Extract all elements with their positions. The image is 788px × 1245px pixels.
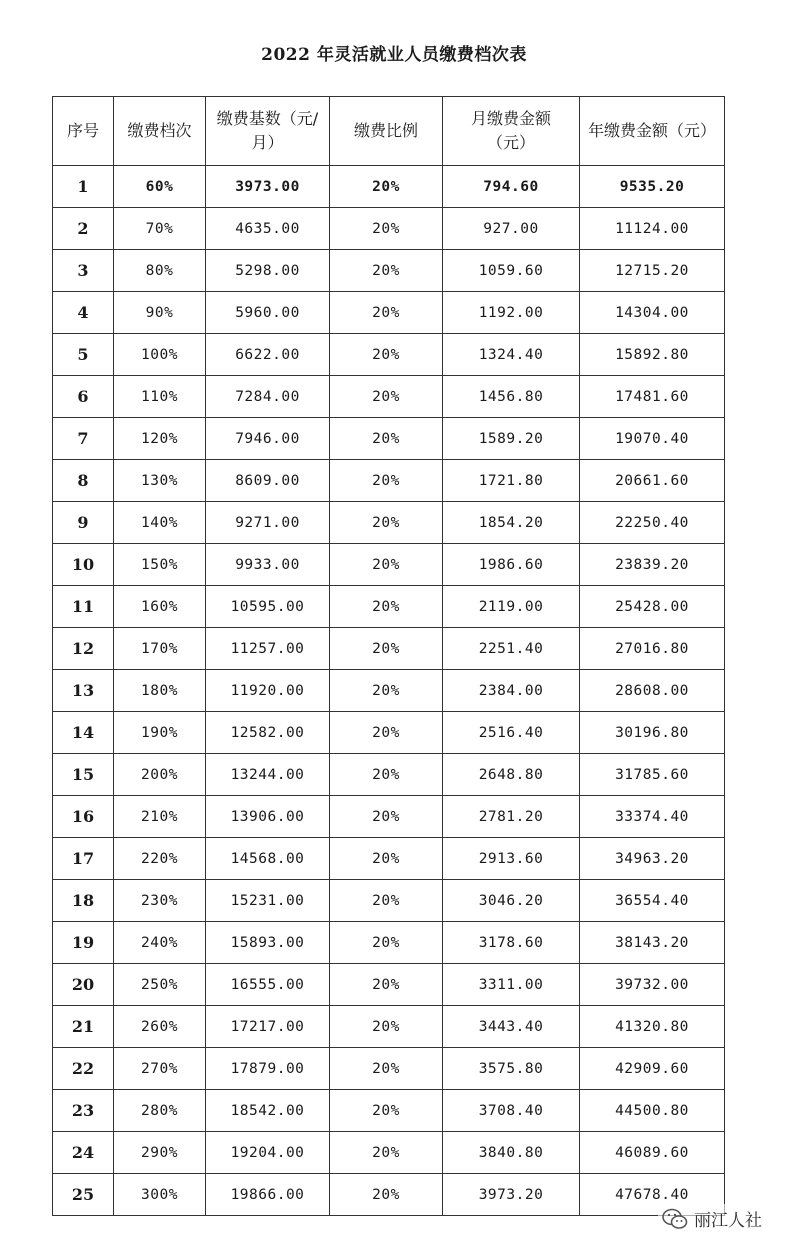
row-base-cell: 18542.00 <box>206 1090 330 1132</box>
row-yearly-cell: 22250.40 <box>580 502 725 544</box>
row-level-cell: 260% <box>114 1006 206 1048</box>
row-index-cell: 14 <box>53 712 114 754</box>
row-index-cell: 25 <box>53 1174 114 1216</box>
table-row <box>53 334 725 376</box>
row-ratio-cell: 20% <box>330 1174 443 1216</box>
header-monthly: 月缴费金额（元） <box>443 97 580 166</box>
page-title: 2022 年灵活就业人员缴费档次表 <box>261 45 527 65</box>
wechat-icon <box>662 1208 688 1230</box>
row-level-cell: 150% <box>114 544 206 586</box>
table-header <box>53 97 725 166</box>
row-monthly-cell: 1059.60 <box>443 250 580 292</box>
row-yearly-cell: 20661.60 <box>580 460 725 502</box>
row-yearly-cell: 44500.80 <box>580 1090 725 1132</box>
row-level-cell: 270% <box>114 1048 206 1090</box>
watermark <box>658 1204 766 1233</box>
row-monthly-cell: 3178.60 <box>443 922 580 964</box>
row-ratio-cell: 20% <box>330 754 443 796</box>
row-level-cell: 120% <box>114 418 206 460</box>
row-index-cell: 18 <box>53 880 114 922</box>
row-yearly-cell: 42909.60 <box>580 1048 725 1090</box>
row-yearly-cell: 28608.00 <box>580 670 725 712</box>
fee-table <box>52 96 725 1216</box>
row-index-cell: 8 <box>53 460 114 502</box>
row-monthly-cell: 3708.40 <box>443 1090 580 1132</box>
row-index-cell: 12 <box>53 628 114 670</box>
row-monthly-cell: 3443.40 <box>443 1006 580 1048</box>
table-body <box>53 166 725 1216</box>
header-row <box>53 97 725 166</box>
row-monthly-cell: 3840.80 <box>443 1132 580 1174</box>
row-monthly-cell: 794.60 <box>443 166 580 208</box>
row-ratio-cell: 20% <box>330 712 443 754</box>
row-ratio-cell: 20% <box>330 250 443 292</box>
row-index-cell: 23 <box>53 1090 114 1132</box>
header-yearly: 年缴费金额（元） <box>580 97 725 166</box>
table-row <box>53 418 725 460</box>
row-ratio-cell: 20% <box>330 1090 443 1132</box>
table-row <box>53 502 725 544</box>
row-monthly-cell: 3311.00 <box>443 964 580 1006</box>
row-ratio-cell: 20% <box>330 1132 443 1174</box>
row-level-cell: 220% <box>114 838 206 880</box>
row-monthly-cell: 1986.60 <box>443 544 580 586</box>
row-yearly-cell: 12715.20 <box>580 250 725 292</box>
row-ratio-cell: 20% <box>330 1048 443 1090</box>
row-level-cell: 290% <box>114 1132 206 1174</box>
row-index-cell: 9 <box>53 502 114 544</box>
table-row <box>53 250 725 292</box>
row-level-cell: 250% <box>114 964 206 1006</box>
row-yearly-cell: 46089.60 <box>580 1132 725 1174</box>
row-monthly-cell: 2251.40 <box>443 628 580 670</box>
row-ratio-cell: 20% <box>330 586 443 628</box>
row-monthly-cell: 927.00 <box>443 208 580 250</box>
row-level-cell: 200% <box>114 754 206 796</box>
row-base-cell: 7946.00 <box>206 418 330 460</box>
row-ratio-cell: 20% <box>330 880 443 922</box>
row-index-cell: 17 <box>53 838 114 880</box>
row-monthly-cell: 1854.20 <box>443 502 580 544</box>
row-base-cell: 19204.00 <box>206 1132 330 1174</box>
row-level-cell: 140% <box>114 502 206 544</box>
table-row <box>53 670 725 712</box>
table-row <box>53 880 725 922</box>
row-level-cell: 180% <box>114 670 206 712</box>
row-ratio-cell: 20% <box>330 418 443 460</box>
row-ratio-cell: 20% <box>330 544 443 586</box>
row-base-cell: 15893.00 <box>206 922 330 964</box>
row-base-cell: 16555.00 <box>206 964 330 1006</box>
row-monthly-cell: 1324.40 <box>443 334 580 376</box>
row-ratio-cell: 20% <box>330 964 443 1006</box>
row-yearly-cell: 25428.00 <box>580 586 725 628</box>
row-base-cell: 19866.00 <box>206 1174 330 1216</box>
row-yearly-cell: 23839.20 <box>580 544 725 586</box>
row-yearly-cell: 17481.60 <box>580 376 725 418</box>
row-base-cell: 5298.00 <box>206 250 330 292</box>
table-row <box>53 628 725 670</box>
table-row <box>53 754 725 796</box>
row-base-cell: 17217.00 <box>206 1006 330 1048</box>
row-level-cell: 280% <box>114 1090 206 1132</box>
row-level-cell: 160% <box>114 586 206 628</box>
row-level-cell: 60% <box>114 166 206 208</box>
row-monthly-cell: 2384.00 <box>443 670 580 712</box>
row-ratio-cell: 20% <box>330 796 443 838</box>
row-index-cell: 13 <box>53 670 114 712</box>
table-row <box>53 712 725 754</box>
row-level-cell: 110% <box>114 376 206 418</box>
row-level-cell: 230% <box>114 880 206 922</box>
row-index-cell: 16 <box>53 796 114 838</box>
row-monthly-cell: 3046.20 <box>443 880 580 922</box>
row-index-cell: 10 <box>53 544 114 586</box>
row-monthly-cell: 2781.20 <box>443 796 580 838</box>
row-monthly-cell: 2516.40 <box>443 712 580 754</box>
row-level-cell: 210% <box>114 796 206 838</box>
row-yearly-cell: 33374.40 <box>580 796 725 838</box>
row-level-cell: 190% <box>114 712 206 754</box>
table-row <box>53 460 725 502</box>
row-index-cell: 5 <box>53 334 114 376</box>
row-level-cell: 240% <box>114 922 206 964</box>
table-row <box>53 1090 725 1132</box>
row-base-cell: 17879.00 <box>206 1048 330 1090</box>
row-ratio-cell: 20% <box>330 502 443 544</box>
row-base-cell: 13244.00 <box>206 754 330 796</box>
row-yearly-cell: 39732.00 <box>580 964 725 1006</box>
row-monthly-cell: 1456.80 <box>443 376 580 418</box>
table-row <box>53 838 725 880</box>
row-ratio-cell: 20% <box>330 1006 443 1048</box>
row-index-cell: 19 <box>53 922 114 964</box>
row-ratio-cell: 20% <box>330 628 443 670</box>
table-row <box>53 208 725 250</box>
row-yearly-cell: 31785.60 <box>580 754 725 796</box>
header-ratio: 缴费比例 <box>330 97 443 166</box>
row-monthly-cell: 3973.20 <box>443 1174 580 1216</box>
row-yearly-cell: 19070.40 <box>580 418 725 460</box>
row-ratio-cell: 20% <box>330 838 443 880</box>
row-index-cell: 7 <box>53 418 114 460</box>
row-monthly-cell: 2648.80 <box>443 754 580 796</box>
row-yearly-cell: 41320.80 <box>580 1006 725 1048</box>
row-index-cell: 21 <box>53 1006 114 1048</box>
row-index-cell: 15 <box>53 754 114 796</box>
row-level-cell: 70% <box>114 208 206 250</box>
row-monthly-cell: 2119.00 <box>443 586 580 628</box>
table-row <box>53 922 725 964</box>
row-yearly-cell: 27016.80 <box>580 628 725 670</box>
row-base-cell: 7284.00 <box>206 376 330 418</box>
row-base-cell: 8609.00 <box>206 460 330 502</box>
row-yearly-cell: 36554.40 <box>580 880 725 922</box>
row-ratio-cell: 20% <box>330 334 443 376</box>
table-row <box>53 166 725 208</box>
row-base-cell: 14568.00 <box>206 838 330 880</box>
row-base-cell: 9271.00 <box>206 502 330 544</box>
row-index-cell: 1 <box>53 166 114 208</box>
row-yearly-cell: 9535.20 <box>580 166 725 208</box>
row-yearly-cell: 38143.20 <box>580 922 725 964</box>
row-base-cell: 6622.00 <box>206 334 330 376</box>
row-index-cell: 22 <box>53 1048 114 1090</box>
table-row <box>53 376 725 418</box>
row-level-cell: 130% <box>114 460 206 502</box>
header-base: 缴费基数（元/月） <box>206 97 330 166</box>
row-index-cell: 4 <box>53 292 114 334</box>
row-ratio-cell: 20% <box>330 460 443 502</box>
row-yearly-cell: 30196.80 <box>580 712 725 754</box>
row-level-cell: 100% <box>114 334 206 376</box>
header-index: 序号 <box>53 97 114 166</box>
table-row <box>53 292 725 334</box>
row-base-cell: 10595.00 <box>206 586 330 628</box>
row-monthly-cell: 1589.20 <box>443 418 580 460</box>
table-row <box>53 1174 725 1216</box>
row-monthly-cell: 2913.60 <box>443 838 580 880</box>
row-base-cell: 13906.00 <box>206 796 330 838</box>
row-base-cell: 4635.00 <box>206 208 330 250</box>
row-index-cell: 20 <box>53 964 114 1006</box>
row-ratio-cell: 20% <box>330 292 443 334</box>
table-row <box>53 1048 725 1090</box>
row-ratio-cell: 20% <box>330 208 443 250</box>
row-monthly-cell: 3575.80 <box>443 1048 580 1090</box>
row-level-cell: 300% <box>114 1174 206 1216</box>
row-ratio-cell: 20% <box>330 922 443 964</box>
table-row <box>53 796 725 838</box>
watermark-text: 丽江人社 <box>694 1211 762 1231</box>
row-yearly-cell: 14304.00 <box>580 292 725 334</box>
table-row <box>53 964 725 1006</box>
row-base-cell: 11920.00 <box>206 670 330 712</box>
header-level: 缴费档次 <box>114 97 206 166</box>
row-ratio-cell: 20% <box>330 376 443 418</box>
table-row <box>53 586 725 628</box>
table-row <box>53 1006 725 1048</box>
row-base-cell: 12582.00 <box>206 712 330 754</box>
row-index-cell: 2 <box>53 208 114 250</box>
row-base-cell: 5960.00 <box>206 292 330 334</box>
row-base-cell: 9933.00 <box>206 544 330 586</box>
row-yearly-cell: 34963.20 <box>580 838 725 880</box>
row-ratio-cell: 20% <box>330 166 443 208</box>
row-base-cell: 11257.00 <box>206 628 330 670</box>
row-base-cell: 15231.00 <box>206 880 330 922</box>
row-index-cell: 3 <box>53 250 114 292</box>
row-level-cell: 170% <box>114 628 206 670</box>
row-yearly-cell: 47678.40 <box>580 1174 725 1216</box>
row-yearly-cell: 11124.00 <box>580 208 725 250</box>
table-row <box>53 544 725 586</box>
row-ratio-cell: 20% <box>330 670 443 712</box>
row-index-cell: 11 <box>53 586 114 628</box>
row-yearly-cell: 15892.80 <box>580 334 725 376</box>
row-index-cell: 24 <box>53 1132 114 1174</box>
row-level-cell: 80% <box>114 250 206 292</box>
row-base-cell: 3973.00 <box>206 166 330 208</box>
row-monthly-cell: 1192.00 <box>443 292 580 334</box>
row-monthly-cell: 1721.80 <box>443 460 580 502</box>
row-level-cell: 90% <box>114 292 206 334</box>
row-index-cell: 6 <box>53 376 114 418</box>
table-row <box>53 1132 725 1174</box>
